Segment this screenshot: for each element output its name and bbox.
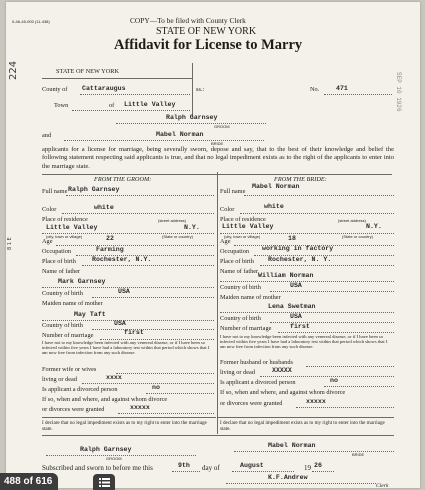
- year-prefix: 19: [304, 464, 311, 472]
- bride-father-country: USA: [290, 282, 302, 289]
- bride-mother: Lena Swetman: [268, 303, 316, 310]
- groom-divorce-where-label: If so, when and where, and against whom divorce: [42, 396, 168, 403]
- filing-date-stamp: SEP 10 1926: [395, 72, 402, 112]
- groom-state-caption: (State or country): [162, 234, 193, 239]
- groom-father: Mark Garnsey: [58, 278, 106, 285]
- bride-divorced: no: [330, 377, 338, 384]
- groom-father-country: USA: [118, 288, 130, 295]
- bride-name-header: Mabel Norman: [156, 131, 204, 138]
- venue-state: STATE OF NEW YORK: [56, 68, 119, 75]
- sworn-month: August: [240, 462, 264, 469]
- county-label: County of: [42, 86, 68, 93]
- groom-living-dead-label: living or dead: [42, 376, 77, 383]
- bride-father-label: Name of father: [220, 268, 259, 275]
- bride-birthplace-label: Place of birth: [220, 258, 254, 265]
- bride-mother-country-label: Country of birth: [220, 315, 261, 322]
- groom-occupation: Farming: [96, 246, 124, 253]
- groom-residence-label: Place of residence: [42, 216, 88, 223]
- town-value: Little Valley: [124, 101, 176, 108]
- bride-former-spouse-label: Former husband or husbands: [220, 359, 293, 366]
- groom-caption: GROOM: [214, 124, 230, 129]
- bride-divorce-granted-label: or divorces were granted: [220, 400, 283, 407]
- groom-marriage-number-label: Number of marriage: [42, 332, 94, 339]
- groom-full-name: Ralph Garnsey: [68, 186, 120, 193]
- groom-occupation-label: Occupation: [42, 248, 72, 255]
- bride-signature: Mabel Norman: [268, 442, 316, 449]
- bride-column-heading: FROM THE BRIDE:: [274, 176, 327, 183]
- groom-full-name-label: Full name: [42, 188, 68, 195]
- bride-birthplace: Rochester, N. Y.: [268, 256, 332, 263]
- groom-mother-country: USA: [114, 320, 126, 327]
- groom-residence-state: N.Y.: [184, 224, 200, 231]
- document-title: Affidavit for License to Marry: [114, 37, 303, 53]
- clerk-caption: Clerk: [376, 483, 389, 488]
- bride-full-name-label: Full name: [220, 188, 246, 195]
- groom-color-label: Color: [42, 206, 57, 213]
- bride-divorce-where-label: If so, when and where, and against whom divorce: [220, 389, 346, 396]
- groom-column-heading: FROM THE GROOM:: [94, 176, 152, 183]
- subscribed-label: Subscribed and sworn to before me this: [42, 464, 153, 472]
- bride-occupation: working in factory: [262, 245, 334, 252]
- copy-note: COPY—To be filed with County Clerk: [130, 16, 246, 25]
- intro-paragraph: applicants for a license for marriage, being severally sworn, depose and say, that to the best of their knowledge and belief the following statement respecting said applicants is true, and that no legal impediment exists as to the right of the applicants to enter into the marriage state.: [42, 146, 394, 170]
- list-icon: [99, 478, 110, 487]
- groom-disease-statement: I have not to my knowledge been infected with any venereal disease, or if I have been so infected within five years I have had a laboratory test within that period which shows that I am now free from infection from any such disease.: [42, 340, 210, 356]
- bride-occupation-label: Occupation: [220, 248, 250, 255]
- bride-mother-label: Maiden name of mother: [220, 294, 281, 301]
- groom-divorced: no: [152, 384, 160, 391]
- bride-residence-city: Little Valley: [222, 223, 274, 230]
- venue-ss: ss.:: [196, 86, 205, 93]
- bride-living-dead: XXXXX: [272, 367, 292, 374]
- groom-divorced-label: Is applicant a divorced person: [42, 386, 118, 393]
- groom-declaration: I declare that no legal impediment exists as to my right to enter into the marriage state.: [42, 420, 207, 433]
- bride-declaration: I declare that no legal impediment exists as to my right to enter into the marriage state.: [220, 420, 385, 433]
- bride-caption: BRIDE: [211, 141, 224, 146]
- bride-age-label: Age: [220, 238, 231, 245]
- groom-mother-label: Maiden name of mother: [42, 300, 103, 307]
- bride-color: white: [264, 203, 284, 210]
- groom-name-header: Ralph Garnsey: [166, 114, 218, 121]
- sworn-day: 9th: [178, 462, 190, 469]
- groom-divorce-details: xxxxx: [130, 404, 150, 411]
- groom-city-caption: (city, town or village): [46, 234, 83, 239]
- bride-residence-state: N.Y.: [366, 223, 382, 230]
- groom-birthplace: Rochester, N.Y.: [92, 256, 152, 263]
- bride-street-caption: (street address): [338, 218, 367, 223]
- bride-color-label: Color: [220, 206, 235, 213]
- groom-father-label: Name of father: [42, 268, 81, 275]
- groom-mother: May Taft: [74, 311, 106, 318]
- groom-signature-caption: GROOM: [106, 456, 122, 461]
- sworn-year: 26: [314, 462, 322, 469]
- bride-age: 18: [288, 235, 296, 242]
- bride-residence-label: Place of residence: [220, 216, 266, 223]
- groom-birthplace-label: Place of birth: [42, 258, 76, 265]
- and-label: and: [42, 132, 52, 139]
- groom-age: 22: [106, 235, 114, 242]
- town-of-label: of: [109, 102, 115, 109]
- bride-signature-caption: BRIDE: [352, 452, 365, 457]
- bride-living-dead-label: living or dead: [220, 369, 255, 376]
- town-label: Town: [54, 102, 69, 109]
- bride-full-name: Mabel Norman: [252, 183, 300, 190]
- groom-mother-country-label: Country of birth: [42, 322, 83, 329]
- bride-city-caption: (city, town or village): [224, 234, 261, 239]
- groom-divorce-granted-label: or divorces were granted: [42, 406, 105, 413]
- bride-father-country-label: Country of birth: [220, 284, 261, 291]
- margin-side-mark: 8 1 E: [7, 237, 13, 250]
- page-menu-button[interactable]: [93, 474, 115, 490]
- state-heading: STATE OF NEW YORK: [156, 26, 257, 37]
- license-no-label: No.: [310, 86, 320, 93]
- groom-residence-city: Little Valley: [46, 224, 98, 231]
- bride-marriage-number: first: [290, 323, 310, 330]
- form-code: 0-46-45-000 (11-438): [12, 19, 50, 24]
- groom-father-country-label: Country of birth: [42, 290, 83, 297]
- bride-disease-statement: I have not to my knowledge been infected with any venereal disease, or if I have been so infected within five years I have had a laboratory test within that period which shows that I am now free from infection from any such disease.: [220, 334, 388, 350]
- groom-living-dead: xxxx: [106, 374, 122, 381]
- bride-state-caption: (State or country): [342, 234, 373, 239]
- bride-father: William Norman: [258, 272, 314, 279]
- groom-street-caption: (street address): [158, 218, 187, 223]
- groom-age-label: Age: [42, 238, 53, 245]
- groom-marriage-number: first: [124, 329, 144, 336]
- bride-divorce-details: xxxxx: [306, 398, 326, 405]
- page-indicator-text: 488 of 616: [4, 476, 53, 487]
- page-indicator[interactable]: [0, 473, 58, 490]
- document-page: [6, 2, 420, 488]
- groom-color: white: [94, 204, 114, 211]
- bride-divorced-label: Is applicant a divorced person: [220, 379, 296, 386]
- county-value: Cattaraugus: [82, 85, 126, 92]
- groom-signature: Ralph Garnsey: [80, 446, 132, 453]
- day-of-label: day of: [202, 464, 220, 472]
- groom-former-spouse-label: Former wife or wives: [42, 366, 97, 373]
- bride-mother-country: USA: [290, 313, 302, 320]
- clerk-signature: K.F.Andrew: [268, 474, 308, 481]
- margin-handwritten-number: 224: [8, 60, 19, 80]
- license-no-value: 471: [336, 85, 348, 92]
- bride-marriage-number-label: Number of marriage: [220, 325, 272, 332]
